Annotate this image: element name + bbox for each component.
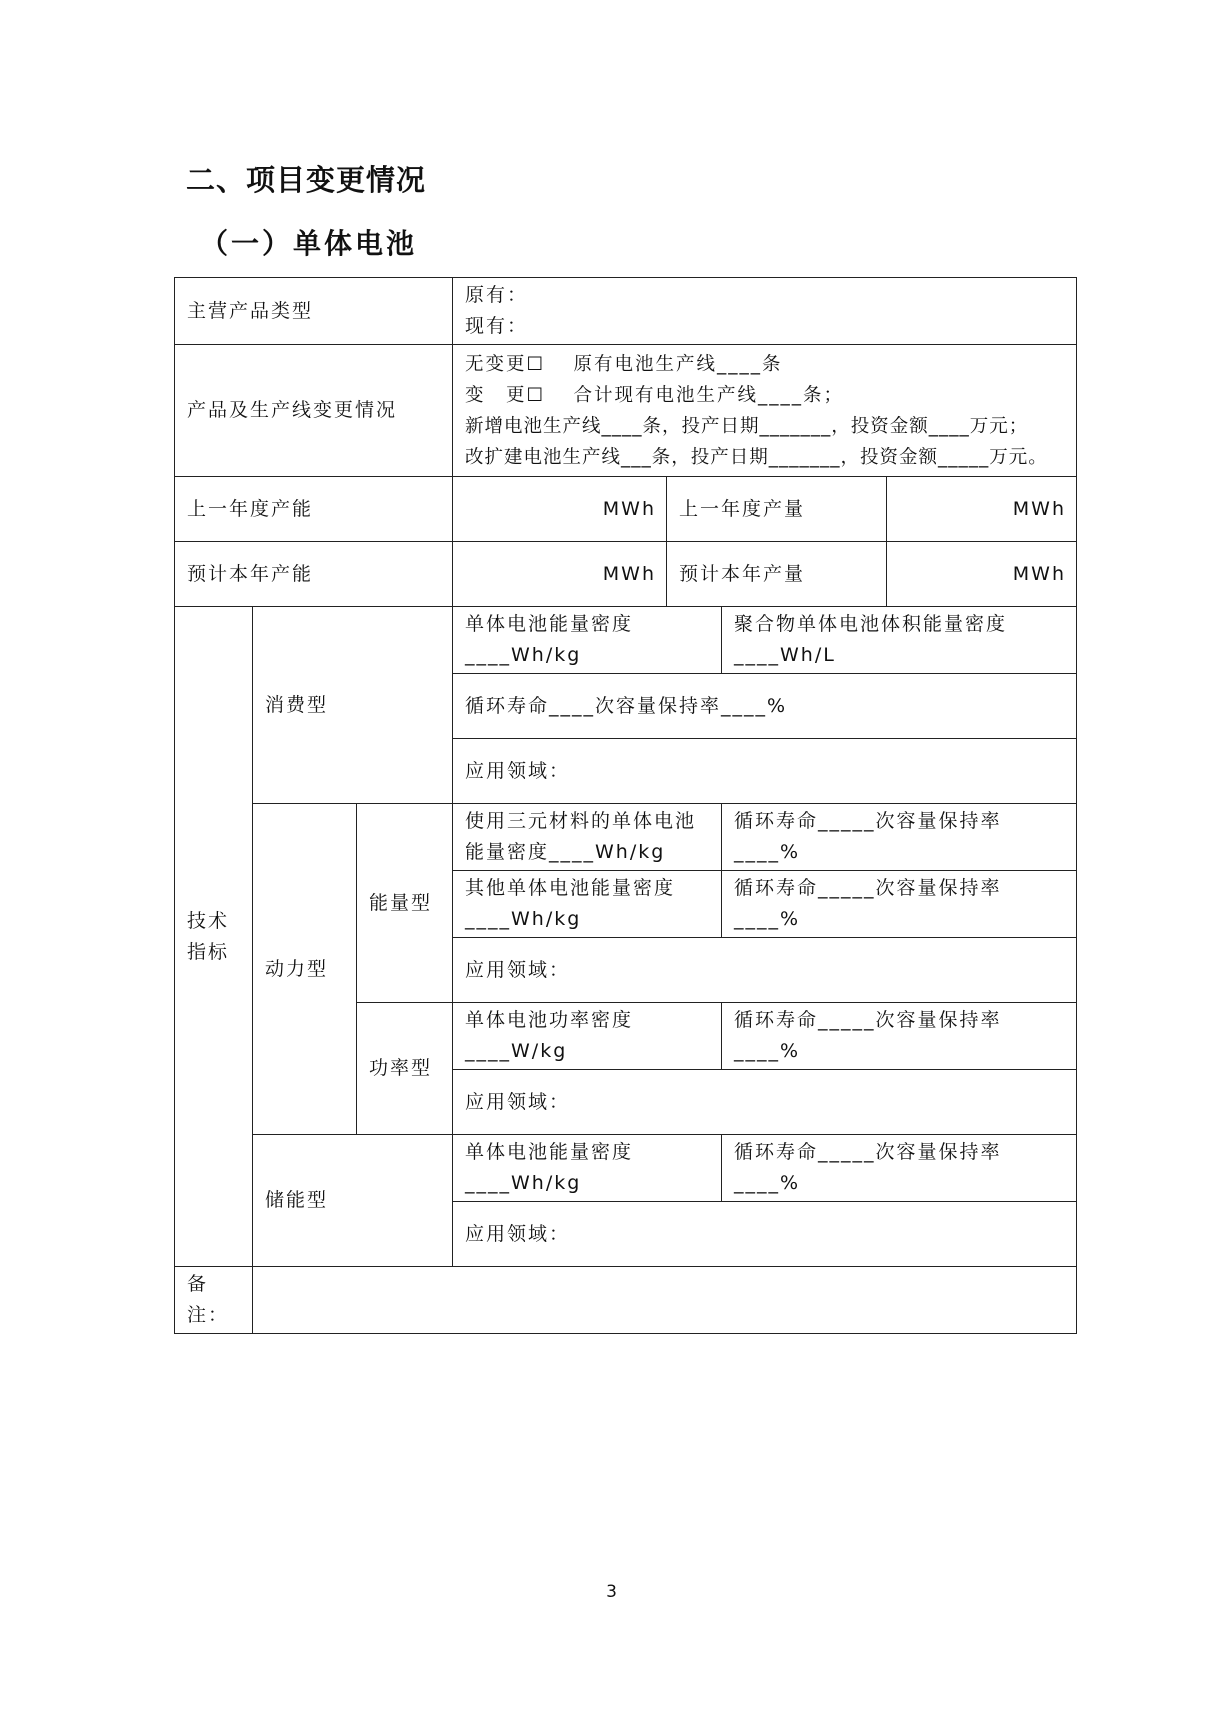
power-cycle[interactable]: 循环寿命_____次容量保持率____% xyxy=(722,1003,1077,1070)
other-energy-density[interactable]: 其他单体电池能量密度____Wh/kg xyxy=(453,871,722,938)
consumer-cycle[interactable]: 循环寿命____次容量保持率____% xyxy=(453,674,1077,739)
energy-type-label: 能量型 xyxy=(357,804,453,1003)
section-title: 二、项目变更情况 xyxy=(186,163,427,197)
change-line-expanded-lines: 改扩建电池生产线___条，投产日期_______，投资金额_____万元。 xyxy=(465,446,1048,468)
storage-type-label: 储能型 xyxy=(253,1135,453,1267)
battery-form-table xyxy=(174,277,1077,1334)
main-product-current: 现有： xyxy=(465,315,529,337)
power-energy-ternary-row xyxy=(175,804,1077,871)
other-cycle[interactable]: 循环寿命_____次容量保持率____% xyxy=(722,871,1077,938)
remarks-label: 备注： xyxy=(175,1267,253,1334)
change-row xyxy=(175,345,1077,477)
this-year-capacity-label: 预计本年产能 xyxy=(175,542,453,607)
main-product-original: 原有： xyxy=(465,284,529,306)
consumer-type-label: 消费型 xyxy=(253,607,453,804)
change-value[interactable] xyxy=(453,345,1077,477)
consumer-energy-density[interactable]: 单体电池能量密度____Wh/kg xyxy=(453,607,722,674)
this-year-capacity-value[interactable]: MWh xyxy=(453,542,667,607)
change-line-new-lines: 新增电池生产线____条，投产日期_______，投资金额____万元； xyxy=(465,415,1029,437)
main-product-label: 主营产品类型 xyxy=(175,278,453,345)
change-label: 产品及生产线变更情况 xyxy=(175,345,453,477)
last-year-output-label: 上一年度产量 xyxy=(667,477,887,542)
change-line-changed: 变 更☐ 合计现有电池生产线____条； xyxy=(465,384,844,406)
consumer-density-row xyxy=(175,607,1077,674)
this-year-row xyxy=(175,542,1077,607)
ternary-energy-density[interactable]: 使用三元材料的单体电池能量密度____Wh/kg xyxy=(453,804,722,871)
main-product-value[interactable] xyxy=(453,278,1077,345)
storage-cycle[interactable]: 循环寿命_____次容量保持率____% xyxy=(722,1135,1077,1202)
page-number: 3 xyxy=(606,1582,617,1602)
remarks-row xyxy=(175,1267,1077,1334)
this-year-output-value[interactable]: MWh xyxy=(887,542,1077,607)
power-subtype-label: 功率型 xyxy=(357,1003,453,1135)
subsection-title: （一）单体电池 xyxy=(200,227,418,260)
storage-density-row xyxy=(175,1135,1077,1202)
change-line-no-change: 无变更☐ 原有电池生产线____条 xyxy=(465,353,783,375)
storage-energy-density[interactable]: 单体电池能量密度____Wh/kg xyxy=(453,1135,722,1202)
power-type-label: 动力型 xyxy=(253,804,357,1135)
last-year-capacity-value[interactable]: MWh xyxy=(453,477,667,542)
power-application[interactable]: 应用领域： xyxy=(453,1070,1077,1135)
tech-indicators-text: 技术指标 xyxy=(187,909,230,963)
consumer-polymer-density[interactable]: 聚合物单体电池体积能量密度____Wh/L xyxy=(722,607,1077,674)
main-product-row xyxy=(175,278,1077,345)
energy-application[interactable]: 应用领域： xyxy=(453,938,1077,1003)
power-density[interactable]: 单体电池功率密度____W/kg xyxy=(453,1003,722,1070)
last-year-capacity-label: 上一年度产能 xyxy=(175,477,453,542)
last-year-output-value[interactable]: MWh xyxy=(887,477,1077,542)
remarks-value[interactable] xyxy=(253,1267,1077,1334)
this-year-output-label: 预计本年产量 xyxy=(667,542,887,607)
tech-indicators-label xyxy=(175,607,253,1267)
last-year-row xyxy=(175,477,1077,542)
storage-application[interactable]: 应用领域： xyxy=(453,1202,1077,1267)
consumer-application[interactable]: 应用领域： xyxy=(453,739,1077,804)
ternary-cycle[interactable]: 循环寿命_____次容量保持率____% xyxy=(722,804,1077,871)
